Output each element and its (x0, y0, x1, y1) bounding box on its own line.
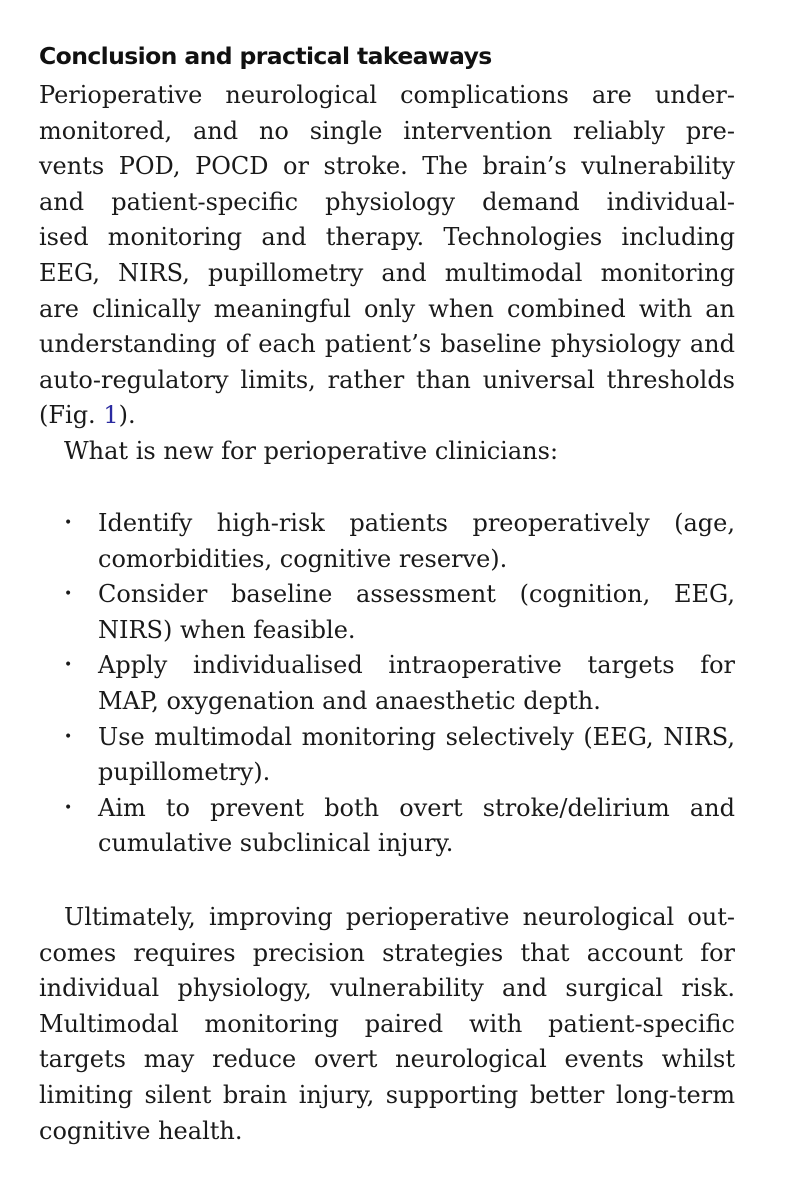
text-line: auto-regulatory limits, rather than universal thresholds (39, 365, 735, 394)
text-line: targets may reduce overt neurological events whilst (39, 1045, 735, 1074)
text-line: are clinically meaningful only when combined with an (39, 294, 735, 323)
section-heading: Conclusion and practical takeaways (39, 42, 492, 70)
text-line: Identify high-risk patients preoperatively (age, (98, 509, 735, 537)
text-line: understanding of each patient’s baseline physiology and (39, 330, 735, 359)
bullet-icon: • (64, 515, 73, 531)
text-line: pupillometry). (98, 758, 271, 787)
bullet-icon: • (64, 799, 73, 816)
text-line: Ultimately, improving perioperative neurological out- (64, 903, 735, 931)
text-line: ised monitoring and therapy. Technologies including (39, 223, 735, 252)
fig-ref-suffix: ). (118, 401, 136, 430)
text-line: individual physiology, vulnerability and surgical risk. (39, 974, 735, 1003)
text-line: and patient-specific physiology demand individual- (39, 187, 735, 216)
fig-ref-prefix: (Fig. (39, 401, 104, 430)
text-line: Use multimodal monitoring selectively (EEG, NIRS, (98, 722, 735, 751)
list-item (39, 648, 735, 719)
text-line-last: cognitive health. (39, 1116, 243, 1145)
text-line-last (39, 398, 735, 434)
clinicians-subheading: What is new for perioperative clinicians: (64, 437, 559, 465)
text-line: Perioperative neurological complications are under- (39, 81, 735, 109)
text-line: limiting silent brain injury, supporting better long-term (39, 1080, 735, 1109)
list-item (39, 506, 735, 577)
text-line: monitored, and no single intervention reliably pre- (39, 116, 735, 145)
intro-paragraph (39, 78, 735, 434)
list-item (39, 577, 735, 648)
text-line: EEG, NIRS, pupillometry and multimodal monitoring (39, 258, 735, 287)
list-item (39, 720, 735, 791)
text-line: Multimodal monitoring paired with patient-specific (39, 1009, 735, 1038)
text-line: NIRS) when feasible. (98, 615, 356, 644)
text-line: Apply individualised intraoperative targets for (98, 651, 735, 680)
bullet-icon: • (64, 657, 73, 674)
text-line: comes requires precision strategies that account for (39, 938, 735, 967)
takeaways-list (39, 506, 735, 862)
text-line: cumulative subclinical injury. (98, 829, 454, 858)
bullet-icon: • (64, 586, 73, 603)
text-line: Consider baseline assessment (cognition, EEG, (98, 580, 735, 609)
bullet-icon: • (64, 728, 73, 745)
text-line: MAP, oxygenation and anaesthetic depth. (98, 686, 601, 715)
closing-paragraph (39, 900, 735, 1149)
text-line: Aim to prevent both overt stroke/delirium and (98, 793, 735, 822)
list-item (39, 791, 735, 862)
figure-1-link[interactable]: 1 (103, 401, 119, 430)
text-line: vents POD, POCD or stroke. The brain’s vulnerability (39, 152, 735, 181)
text-line: comorbidities, cognitive reserve). (98, 544, 508, 573)
